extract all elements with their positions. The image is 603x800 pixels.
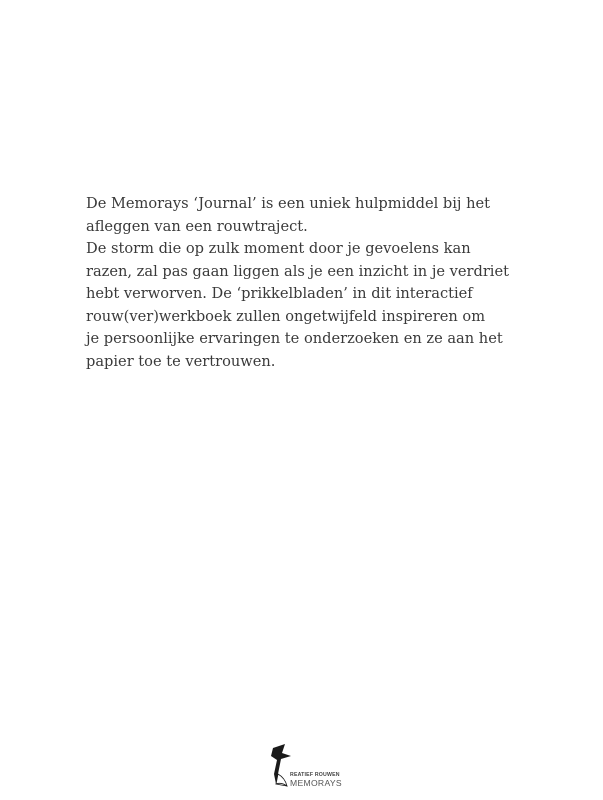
text-line: De Memorays ‘Journal’ is een uniek hulpmiddel bij het xyxy=(86,195,490,212)
text-line: razen, zal pas gaan liggen als je een inzicht in je verdriet xyxy=(86,262,509,280)
text-line: afleggen van een rouwtraject. xyxy=(86,217,308,235)
text-line: hebt verworven. De ‘prikkelbladen’ in dit interactief xyxy=(86,285,473,302)
text-line: De storm die op zulk moment door je gevoelens kan xyxy=(86,240,471,257)
text-line: papier toe te vertrouwen. xyxy=(86,352,276,370)
logo-wordmark: MEMORAYS xyxy=(290,778,342,788)
text-line: je persoonlijke ervaringen te onderzoeken en ze aan het xyxy=(86,330,503,347)
memorays-logo xyxy=(271,744,341,790)
body-paragraph xyxy=(86,193,546,373)
logo-tagline: REATIEF ROUWEN xyxy=(290,772,340,778)
text-line: rouw(ver)werkboek zullen ongetwijfeld inspireren om xyxy=(86,307,486,325)
